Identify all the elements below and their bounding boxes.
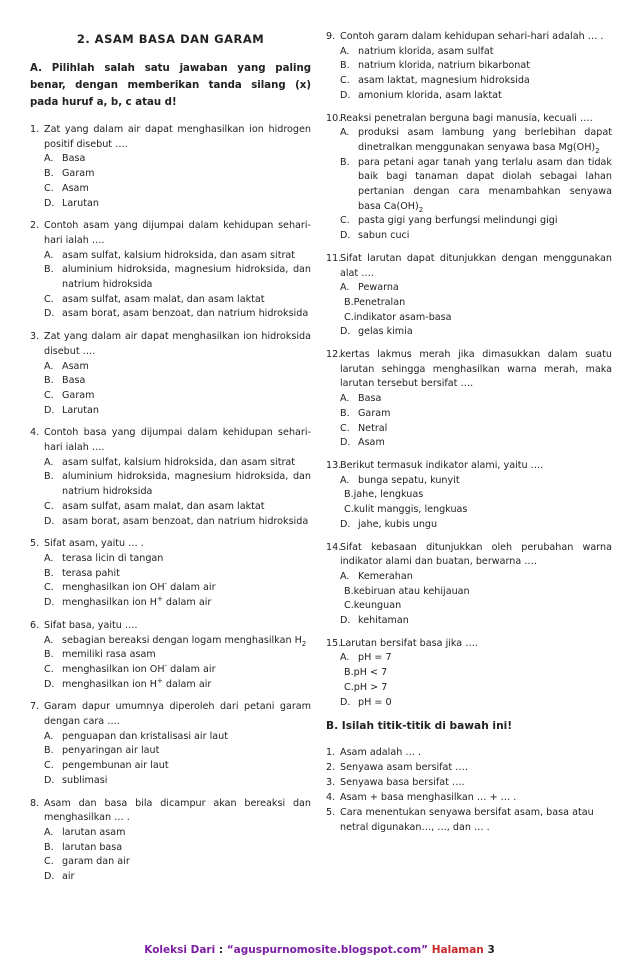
answer-option — [44, 249, 311, 264]
fill-in-item — [326, 745, 612, 760]
answer-option — [340, 407, 612, 422]
option-letter: D. — [44, 515, 55, 527]
fill-in-text: Asam + basa menghasilkan … + … . — [340, 792, 517, 804]
option-superscript: + — [156, 594, 163, 603]
answer-option — [44, 470, 311, 499]
answer-option — [44, 648, 311, 663]
option-text: terasa licin di tangan — [62, 552, 164, 564]
option-letter: D. — [44, 871, 55, 883]
option-text: menghasilkan ion OH — [62, 663, 165, 675]
option-text: Garam — [62, 389, 95, 401]
question-number: 8. — [30, 797, 40, 809]
option-letter: D. — [44, 774, 55, 786]
option-text: larutan asam — [62, 826, 126, 838]
question-number: 5. — [30, 538, 40, 550]
footer-page-number: 3 — [487, 944, 495, 956]
section-b-list — [326, 745, 612, 835]
question-item — [30, 700, 311, 788]
question-number: 4. — [30, 427, 40, 439]
option-letter: C. — [44, 182, 54, 194]
option-text: produksi asam lambung yang berlebihan dapat dinetralkan menggunakan senyawa basa Mg(OH) — [358, 127, 612, 153]
question-stem — [326, 112, 612, 127]
question-number: 14. — [326, 541, 342, 553]
option-letter: B. — [44, 745, 54, 757]
answer-option — [340, 599, 612, 614]
fill-in-number: 2. — [326, 762, 336, 774]
answer-option — [44, 307, 311, 322]
answer-option — [340, 518, 612, 533]
answer-option — [340, 311, 612, 326]
option-text: asam laktat, magnesium hidroksida — [358, 75, 530, 87]
question-stem — [326, 459, 612, 474]
option-letter: A. — [44, 634, 54, 646]
question-item — [326, 348, 612, 451]
question-text: Larutan bersifat basa jika …. — [340, 637, 478, 649]
option-letter: D. — [340, 615, 351, 627]
left-question-list — [30, 123, 311, 885]
answer-option — [44, 759, 311, 774]
answer-option — [340, 666, 612, 681]
question-text: Zat yang dalam air dapat menghasilkan ion hidroksida disebut …. — [44, 331, 311, 357]
question-stem — [30, 700, 311, 729]
answer-option — [44, 167, 311, 182]
option-text: Basa — [62, 375, 86, 387]
answer-option — [44, 634, 311, 649]
question-text: Berikut termasuk indikator alami, yaitu …. — [340, 459, 544, 471]
option-text: sebagian bereaksi dengan logam menghasilkan H — [62, 634, 302, 646]
option-list — [340, 126, 612, 244]
option-subscript: 2 — [595, 146, 600, 155]
question-item — [326, 252, 612, 340]
option-text: pH = 7 — [358, 652, 392, 664]
option-text: asam sulfat, asam malat, dan asam laktat — [62, 500, 265, 512]
option-list — [340, 281, 612, 340]
question-text: Contoh asam yang dijumpai dalam kehidupan sehari-hari ialah …. — [44, 220, 311, 246]
option-text: sabun cuci — [358, 230, 410, 242]
question-stem — [30, 426, 311, 455]
footer-separator: : — [218, 944, 224, 956]
option-text: asam sulfat, kalsium hidroksida, dan asam sitrat — [62, 249, 296, 261]
option-text: natrium klorida, natrium bikarbonat — [358, 60, 531, 72]
option-text: menghasilkan ion H — [62, 597, 157, 609]
option-letter: C. — [44, 389, 54, 401]
fill-in-item — [326, 775, 612, 790]
option-letter: B. — [44, 471, 54, 483]
answer-option — [44, 678, 311, 693]
answer-option — [44, 389, 311, 404]
answer-option — [340, 585, 612, 600]
option-letter: C. — [44, 663, 54, 675]
answer-option — [44, 596, 311, 611]
option-letter: B. — [44, 168, 54, 180]
option-text: B.jahe, lengkuas — [344, 489, 424, 501]
question-number: 1. — [30, 124, 40, 135]
question-text: Reaksi penetralan berguna bagi manusia, kecuali …. — [340, 112, 593, 124]
answer-option — [44, 374, 311, 389]
option-text: Asam — [62, 360, 89, 372]
option-letter: A. — [340, 393, 350, 405]
option-letter: A. — [340, 652, 350, 664]
option-letter: B. — [44, 375, 54, 387]
question-number: 3. — [30, 331, 40, 343]
section-b-title: B. Isilah titik-titik di bawah ini! — [326, 720, 513, 733]
option-letter: D. — [340, 696, 351, 708]
option-text: penguapan dan kristalisasi air laut — [62, 730, 228, 742]
option-letter: B. — [44, 567, 54, 579]
question-stem — [30, 537, 311, 552]
fill-in-item — [326, 760, 612, 775]
question-text: Sifat basa, yaitu …. — [44, 619, 138, 631]
answer-option — [340, 74, 612, 89]
answer-option — [44, 263, 311, 292]
option-list — [44, 152, 311, 211]
option-list — [44, 730, 311, 789]
question-item — [326, 637, 612, 711]
question-item — [30, 123, 311, 211]
option-list — [44, 249, 311, 323]
option-text: Larutan — [62, 197, 99, 209]
question-number: 7. — [30, 701, 40, 713]
question-number: 13. — [326, 459, 342, 471]
option-text: B.kebiruan atau kehijauan — [344, 585, 470, 597]
option-superscript: + — [156, 676, 163, 685]
option-text: C.kulit manggis, lengkuas — [344, 504, 468, 516]
option-letter: A. — [44, 456, 54, 468]
option-letter: B. — [44, 649, 54, 661]
question-number: 9. — [326, 31, 336, 42]
option-text: natrium klorida, asam sulfat — [358, 45, 494, 57]
answer-option — [340, 681, 612, 696]
footer-site: “aguspurnomosite.blogspot.com” — [226, 944, 429, 956]
fill-in-text: Cara menentukan senyawa bersifat asam, basa atau netral digunakan…, …, dan … . — [340, 807, 594, 834]
answer-option — [44, 744, 311, 759]
answer-option — [44, 182, 311, 197]
question-stem — [30, 330, 311, 359]
option-list — [44, 552, 311, 611]
answer-option — [340, 325, 612, 340]
fill-in-number: 5. — [326, 807, 336, 819]
option-letter: A. — [340, 474, 350, 486]
page-title: 2. ASAM BASA DAN GARAM — [76, 32, 265, 46]
option-letter: B. — [340, 60, 350, 72]
section-a-instruction: A. Pilihlah salah satu jawaban yang paling benar, dengan memberikan tanda silang (x) pada huruf a, b, c atau d! — [30, 63, 311, 108]
answer-option — [340, 156, 612, 215]
option-letter: C. — [44, 856, 54, 868]
question-item — [30, 797, 311, 885]
option-text: garam dan air — [62, 856, 130, 868]
question-item — [30, 619, 311, 693]
option-text: amonium klorida, asam laktat — [358, 89, 502, 101]
option-text: Garam — [358, 407, 391, 419]
fill-in-number: 3. — [326, 777, 336, 789]
option-text: asam borat, asam benzoat, dan natrium hidroksida — [62, 515, 309, 527]
option-text: Basa — [358, 393, 382, 405]
option-letter: C. — [44, 760, 54, 772]
answer-option — [340, 474, 612, 489]
option-text: B.pH < 7 — [344, 667, 388, 679]
question-stem — [326, 252, 612, 281]
option-text: larutan basa — [62, 841, 123, 853]
option-list — [44, 634, 311, 693]
fill-in-text: Senyawa basa bersifat …. — [340, 777, 465, 789]
answer-option — [340, 59, 612, 74]
option-letter: D. — [44, 197, 55, 209]
option-text: terasa pahit — [62, 567, 120, 579]
footer-label: Koleksi Dari — [144, 944, 216, 956]
option-text: para petani agar tanah yang terlalu asam dan tidak baik bagi tanaman dapat diolah sebagai lahan pertanian dengan cara menambahkan senyawa basa Ca(OH) — [358, 156, 612, 212]
option-text: C.keunguan — [344, 600, 402, 612]
question-text: Contoh basa yang dijumpai dalam kehidupan sehari-hari ialah …. — [44, 427, 311, 454]
option-letter: D. — [340, 89, 351, 101]
question-item — [326, 459, 612, 533]
answer-option — [340, 214, 612, 229]
answer-option — [340, 422, 612, 437]
option-text-suffix: dalam air — [162, 597, 212, 609]
option-text: pengembunan air laut — [62, 760, 169, 772]
question-stem — [30, 219, 311, 248]
option-letter: A. — [44, 360, 54, 372]
fill-in-item — [326, 790, 612, 805]
question-text: Contoh garam dalam kehidupan sehari-hari adalah … . — [340, 31, 604, 42]
answer-option — [340, 503, 612, 518]
option-letter: A. — [340, 282, 350, 294]
answer-option — [44, 663, 311, 678]
question-number: 6. — [30, 619, 40, 631]
question-item — [30, 537, 311, 611]
question-stem — [326, 348, 612, 392]
right-column — [326, 30, 612, 835]
option-text: aluminium hidroksida, magnesium hidroksida, dan natrium hidroksida — [62, 471, 311, 498]
fill-in-number: 1. — [326, 747, 336, 759]
question-text: Zat yang dalam air dapat menghasilkan ion hidrogen positif disebut …. — [44, 124, 311, 150]
option-text: penyaringan air laut — [62, 745, 160, 757]
answer-option — [44, 360, 311, 375]
question-text: Sifat asam, yaitu … . — [44, 538, 144, 550]
option-text: Asam — [62, 182, 89, 194]
option-letter: A. — [44, 826, 54, 838]
answer-option — [44, 515, 311, 530]
option-text: kehitaman — [358, 615, 409, 627]
fill-in-number: 4. — [326, 792, 336, 804]
option-letter: C. — [340, 215, 350, 227]
option-letter: C. — [340, 75, 350, 87]
option-subscript: 2 — [418, 205, 424, 214]
question-number: 10. — [326, 112, 342, 124]
question-item — [326, 30, 612, 104]
option-subscript: 2 — [301, 639, 307, 648]
question-text: Sifat kebasaan ditunjukkan oleh perubahan warna indikator alami dan buatan, berwarna …. — [340, 541, 612, 568]
option-list — [340, 651, 612, 710]
option-letter: C. — [44, 500, 54, 512]
option-superscript: - — [164, 661, 168, 670]
page-footer — [0, 944, 639, 956]
option-letter: A. — [44, 153, 54, 165]
fill-in-text: Senyawa asam bersifat …. — [340, 762, 468, 774]
answer-option — [340, 45, 612, 60]
answer-option — [44, 293, 311, 308]
answer-option — [340, 570, 612, 585]
option-superscript: - — [164, 580, 168, 589]
option-text: pH = 0 — [358, 696, 392, 708]
question-number: 15. — [326, 637, 342, 649]
question-item — [30, 330, 311, 418]
option-letter: D. — [340, 326, 351, 338]
fill-in-item — [326, 805, 612, 835]
question-text: Sifat larutan dapat ditunjukkan dengan menggunakan alat …. — [340, 252, 612, 279]
option-letter: B. — [44, 264, 54, 276]
question-item — [30, 426, 311, 529]
question-text: Garam dapur umumnya diperoleh dari petani garam dengan cara …. — [44, 701, 311, 728]
option-list — [340, 570, 612, 629]
option-text-suffix: dalam air — [167, 582, 216, 594]
left-column — [30, 30, 311, 893]
fill-in-text: Asam adalah … . — [340, 747, 422, 759]
answer-option — [340, 392, 612, 407]
option-list — [44, 456, 311, 530]
option-letter: D. — [44, 678, 55, 690]
option-text: aluminium hidroksida, magnesium hidroksida, dan natrium hidroksida — [62, 264, 311, 291]
question-number: 2. — [30, 220, 40, 232]
answer-option — [340, 436, 612, 451]
option-text: asam sulfat, asam malat, dan asam laktat — [62, 293, 265, 305]
option-list — [44, 360, 311, 419]
option-list — [340, 392, 612, 451]
option-letter: C. — [340, 422, 350, 434]
right-question-list — [326, 30, 612, 710]
question-stem — [30, 619, 311, 634]
option-text-suffix: dalam air — [162, 678, 212, 690]
option-text: B.Penetralan — [344, 296, 406, 308]
option-list — [340, 474, 612, 533]
option-text: C.pH > 7 — [344, 681, 388, 693]
option-text: C.indikator asam-basa — [344, 311, 452, 323]
answer-option — [44, 855, 311, 870]
answer-option — [340, 281, 612, 296]
option-text: pasta gigi yang berfungsi melindungi gigi — [358, 215, 558, 227]
answer-option — [44, 774, 311, 789]
option-letter: A. — [340, 127, 350, 139]
question-item — [326, 541, 612, 629]
answer-option — [44, 581, 311, 596]
option-letter: B. — [340, 407, 350, 419]
answer-option — [44, 826, 311, 841]
question-text: kertas lakmus merah jika dimasukkan dalam suatu larutan sehingga menghasilkan warna merah, maka larutan tersebut bersifat …. — [340, 349, 612, 390]
question-stem — [326, 30, 612, 45]
question-item — [326, 112, 612, 244]
option-list — [340, 45, 612, 104]
option-text: air — [62, 871, 75, 883]
footer-page-label: Halaman — [431, 944, 484, 956]
option-letter: B. — [44, 841, 54, 853]
option-letter: B. — [340, 156, 350, 168]
answer-option — [44, 500, 311, 515]
option-text: menghasilkan ion H — [62, 678, 157, 690]
option-letter: D. — [340, 437, 351, 449]
question-stem — [326, 541, 612, 570]
option-text: asam borat, asam benzoat, dan natrium hidroksida — [62, 308, 309, 320]
answer-option — [44, 456, 311, 471]
answer-option — [340, 696, 612, 711]
option-letter: D. — [44, 404, 55, 416]
option-text: Netral — [358, 422, 388, 434]
option-letter: A. — [340, 570, 350, 582]
option-text: gelas kimia — [358, 326, 413, 338]
option-text: Kemerahan — [358, 570, 413, 582]
answer-option — [340, 296, 612, 311]
answer-option — [340, 89, 612, 104]
option-letter: A. — [340, 45, 350, 57]
option-letter: D. — [44, 308, 55, 320]
option-letter: D. — [340, 230, 351, 242]
option-text: asam sulfat, kalsium hidroksida, dan asam sitrat — [62, 456, 296, 468]
answer-option — [44, 870, 311, 885]
answer-option — [44, 404, 311, 419]
option-text: menghasilkan ion OH — [62, 582, 165, 594]
answer-option — [340, 126, 612, 155]
answer-option — [340, 614, 612, 629]
option-text: Asam — [358, 437, 385, 449]
option-letter: D. — [340, 518, 351, 530]
option-list — [44, 826, 311, 885]
question-item — [30, 219, 311, 322]
answer-option — [44, 552, 311, 567]
option-text: sublimasi — [62, 774, 108, 786]
option-letter: A. — [44, 249, 54, 261]
answer-option — [44, 730, 311, 745]
option-text: Pewarna — [358, 282, 399, 294]
answer-option — [44, 197, 311, 212]
option-letter: D. — [44, 597, 55, 609]
answer-option — [340, 651, 612, 666]
answer-option — [340, 229, 612, 244]
option-letter: C. — [44, 582, 54, 594]
question-text: Asam dan basa bila dicampur akan bereaksi dan menghasilkan … . — [44, 797, 311, 824]
question-stem — [30, 797, 311, 826]
option-letter: C. — [44, 293, 54, 305]
answer-option — [44, 841, 311, 856]
option-text: Larutan — [62, 404, 99, 416]
option-text: Basa — [62, 153, 86, 165]
option-letter: A. — [44, 552, 54, 564]
option-text: Garam — [62, 168, 95, 180]
option-text: bunga sepatu, kunyit — [358, 474, 460, 486]
question-number: 12. — [326, 349, 342, 361]
answer-option — [340, 488, 612, 503]
question-stem — [30, 123, 311, 152]
option-text: jahe, kubis ungu — [358, 518, 438, 530]
question-number: 11. — [326, 252, 342, 264]
option-letter: A. — [44, 730, 54, 742]
answer-option — [44, 152, 311, 167]
answer-option — [44, 567, 311, 582]
option-text-suffix: dalam air — [167, 663, 216, 675]
option-text: memiliki rasa asam — [62, 649, 156, 661]
question-stem — [326, 637, 612, 652]
